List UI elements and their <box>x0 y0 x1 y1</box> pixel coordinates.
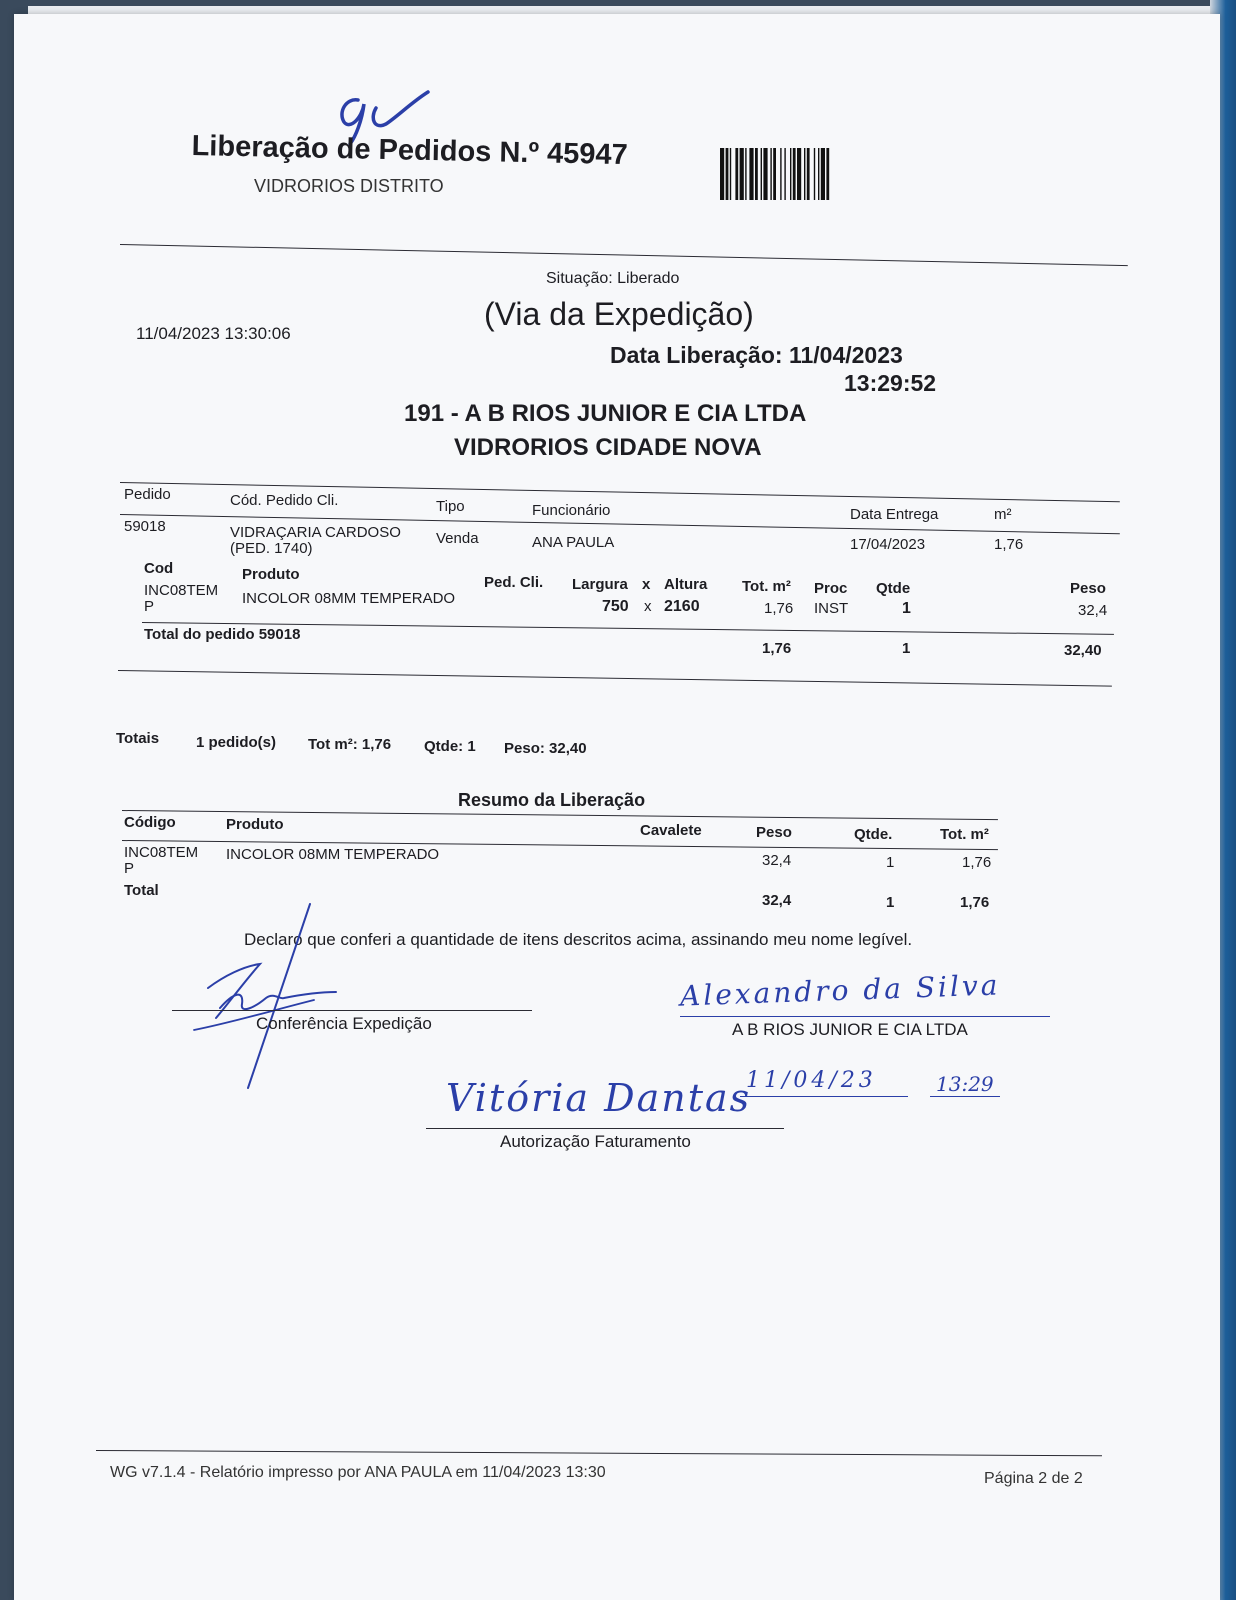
divider <box>120 244 1128 266</box>
client-order: (PED. 1740) <box>230 540 313 557</box>
resumo-peso: 32,4 <box>762 852 792 869</box>
printed-timestamp: 11/04/2023 13:30:06 <box>136 324 291 343</box>
funcionario-value: ANA PAULA <box>532 534 615 551</box>
totals-tot-m2: Tot m²: 1,76 <box>308 736 392 753</box>
resumo-produto: INCOLOR 08MM TEMPERADO <box>226 846 440 863</box>
via-title: (Via da Expedição) <box>484 296 754 332</box>
document-page <box>14 14 1220 1600</box>
totals-qtde: Qtde: 1 <box>424 738 476 755</box>
col-pedido: Pedido <box>124 486 171 503</box>
declaration-text: Declaro que conferi a quantidade de itens descritos acima, assinando meu nome legível. <box>244 930 913 949</box>
totals-peso: Peso: 32,40 <box>504 740 587 757</box>
totals-label: Totais <box>116 730 160 747</box>
col-peso: Peso <box>1070 580 1106 597</box>
item-peso: 32,4 <box>1078 602 1108 619</box>
conferencia-signature <box>194 904 354 1094</box>
time-line <box>930 1096 1000 1097</box>
page-number: Página 2 de 2 <box>984 1470 1083 1487</box>
resumo-qtde: 1 <box>886 854 895 871</box>
resumo-total-qtde: 1 <box>886 894 895 911</box>
company-signature-line <box>680 1016 1050 1017</box>
item-proc: INST <box>814 600 849 617</box>
autorizacao-signature: Vitória Dantas <box>446 1076 752 1120</box>
item-produto: INCOLOR 08MM TEMPERADO <box>242 590 456 607</box>
company-subtitle: VIDRORIOS DISTRITO <box>254 176 444 196</box>
conferencia-label: Conferência Expedição <box>256 1014 432 1033</box>
company-signature: Alexandro da Silva <box>679 968 1001 1013</box>
item-largura: 750 <box>602 598 629 615</box>
col-data-entrega: Data Entrega <box>850 506 939 523</box>
conferencia-line <box>172 1010 532 1011</box>
barcode <box>720 148 900 202</box>
autorizacao-line <box>426 1128 784 1129</box>
total-label: Total do pedido 59018 <box>144 626 301 643</box>
m2-value: 1,76 <box>994 536 1024 553</box>
totals-pedidos: 1 pedido(s) <box>196 734 277 751</box>
col-altura: Altura <box>664 576 708 593</box>
footer-line <box>96 1450 1102 1456</box>
divider <box>118 670 1112 687</box>
col-tipo: Tipo <box>436 498 465 515</box>
col-cod: Cod <box>144 560 174 577</box>
total-tot-m2: 1,76 <box>762 640 792 657</box>
autorizacao-label: Autorização Faturamento <box>500 1132 691 1151</box>
resumo-col-tot-m2: Tot. m² <box>940 826 989 843</box>
col-funcionario: Funcionário <box>532 502 611 519</box>
resumo-codigo-cont: P <box>124 860 135 877</box>
pedido-number: 59018 <box>124 518 166 535</box>
col-tot-m2: Tot. m² <box>742 578 791 595</box>
resumo-title: Resumo da Liberação <box>458 790 646 810</box>
company-name: 191 - A B RIOS JUNIOR E CIA LTDA <box>404 400 807 427</box>
resumo-col-cavalete: Cavalete <box>640 822 702 839</box>
resumo-col-produto: Produto <box>226 816 284 833</box>
company-branch: VIDRORIOS CIDADE NOVA <box>454 434 762 461</box>
page-title: Liberação de Pedidos N.º 45947 <box>191 130 629 172</box>
item-altura: 2160 <box>664 598 700 615</box>
col-x: x <box>642 576 651 593</box>
resumo-col-qtde: Qtde. <box>854 826 893 843</box>
date-line <box>740 1096 908 1097</box>
handwritten-date: 11/04/23 <box>746 1068 877 1093</box>
resumo-total-label: Total <box>124 882 159 899</box>
release-date: Data Liberação: 11/04/2023 <box>610 342 903 368</box>
status-text: Situação: Liberado <box>546 270 680 287</box>
footer-text: WG v7.1.4 - Relatório impresso por ANA PAULA em 11/04/2023 13:30 <box>110 1464 606 1481</box>
data-entrega-value: 17/04/2023 <box>850 536 926 553</box>
item-cod-cont: P <box>144 598 155 615</box>
resumo-col-codigo: Código <box>124 814 176 831</box>
total-peso: 32,40 <box>1064 642 1102 659</box>
resumo-total-peso: 32,4 <box>762 892 792 909</box>
total-qtde: 1 <box>902 640 911 657</box>
tipo-value: Venda <box>436 530 479 547</box>
client-name: VIDRAÇARIA CARDOSO <box>230 524 401 541</box>
item-x: x <box>644 598 652 615</box>
item-cod: INC08TEM <box>144 582 219 599</box>
col-ped-cli: Ped. Cli. <box>484 574 544 591</box>
resumo-tot-m2: 1,76 <box>962 854 992 871</box>
col-produto: Produto <box>242 566 300 583</box>
col-proc: Proc <box>814 580 848 597</box>
resumo-col-peso: Peso <box>756 824 792 841</box>
item-tot-m2: 1,76 <box>764 600 794 617</box>
company-label: A B RIOS JUNIOR E CIA LTDA <box>732 1020 968 1039</box>
release-time: 13:29:52 <box>844 370 937 396</box>
col-largura: Largura <box>572 576 628 593</box>
item-qtde: 1 <box>902 600 911 617</box>
col-qtde: Qtde <box>876 580 911 597</box>
resumo-codigo: INC08TEM <box>124 844 199 861</box>
col-cod-pedido-cli: Cód. Pedido Cli. <box>230 492 339 509</box>
resumo-total-tot-m2: 1,76 <box>960 894 990 911</box>
handwritten-time: 13:29 <box>936 1072 994 1096</box>
col-m2: m² <box>994 506 1012 523</box>
